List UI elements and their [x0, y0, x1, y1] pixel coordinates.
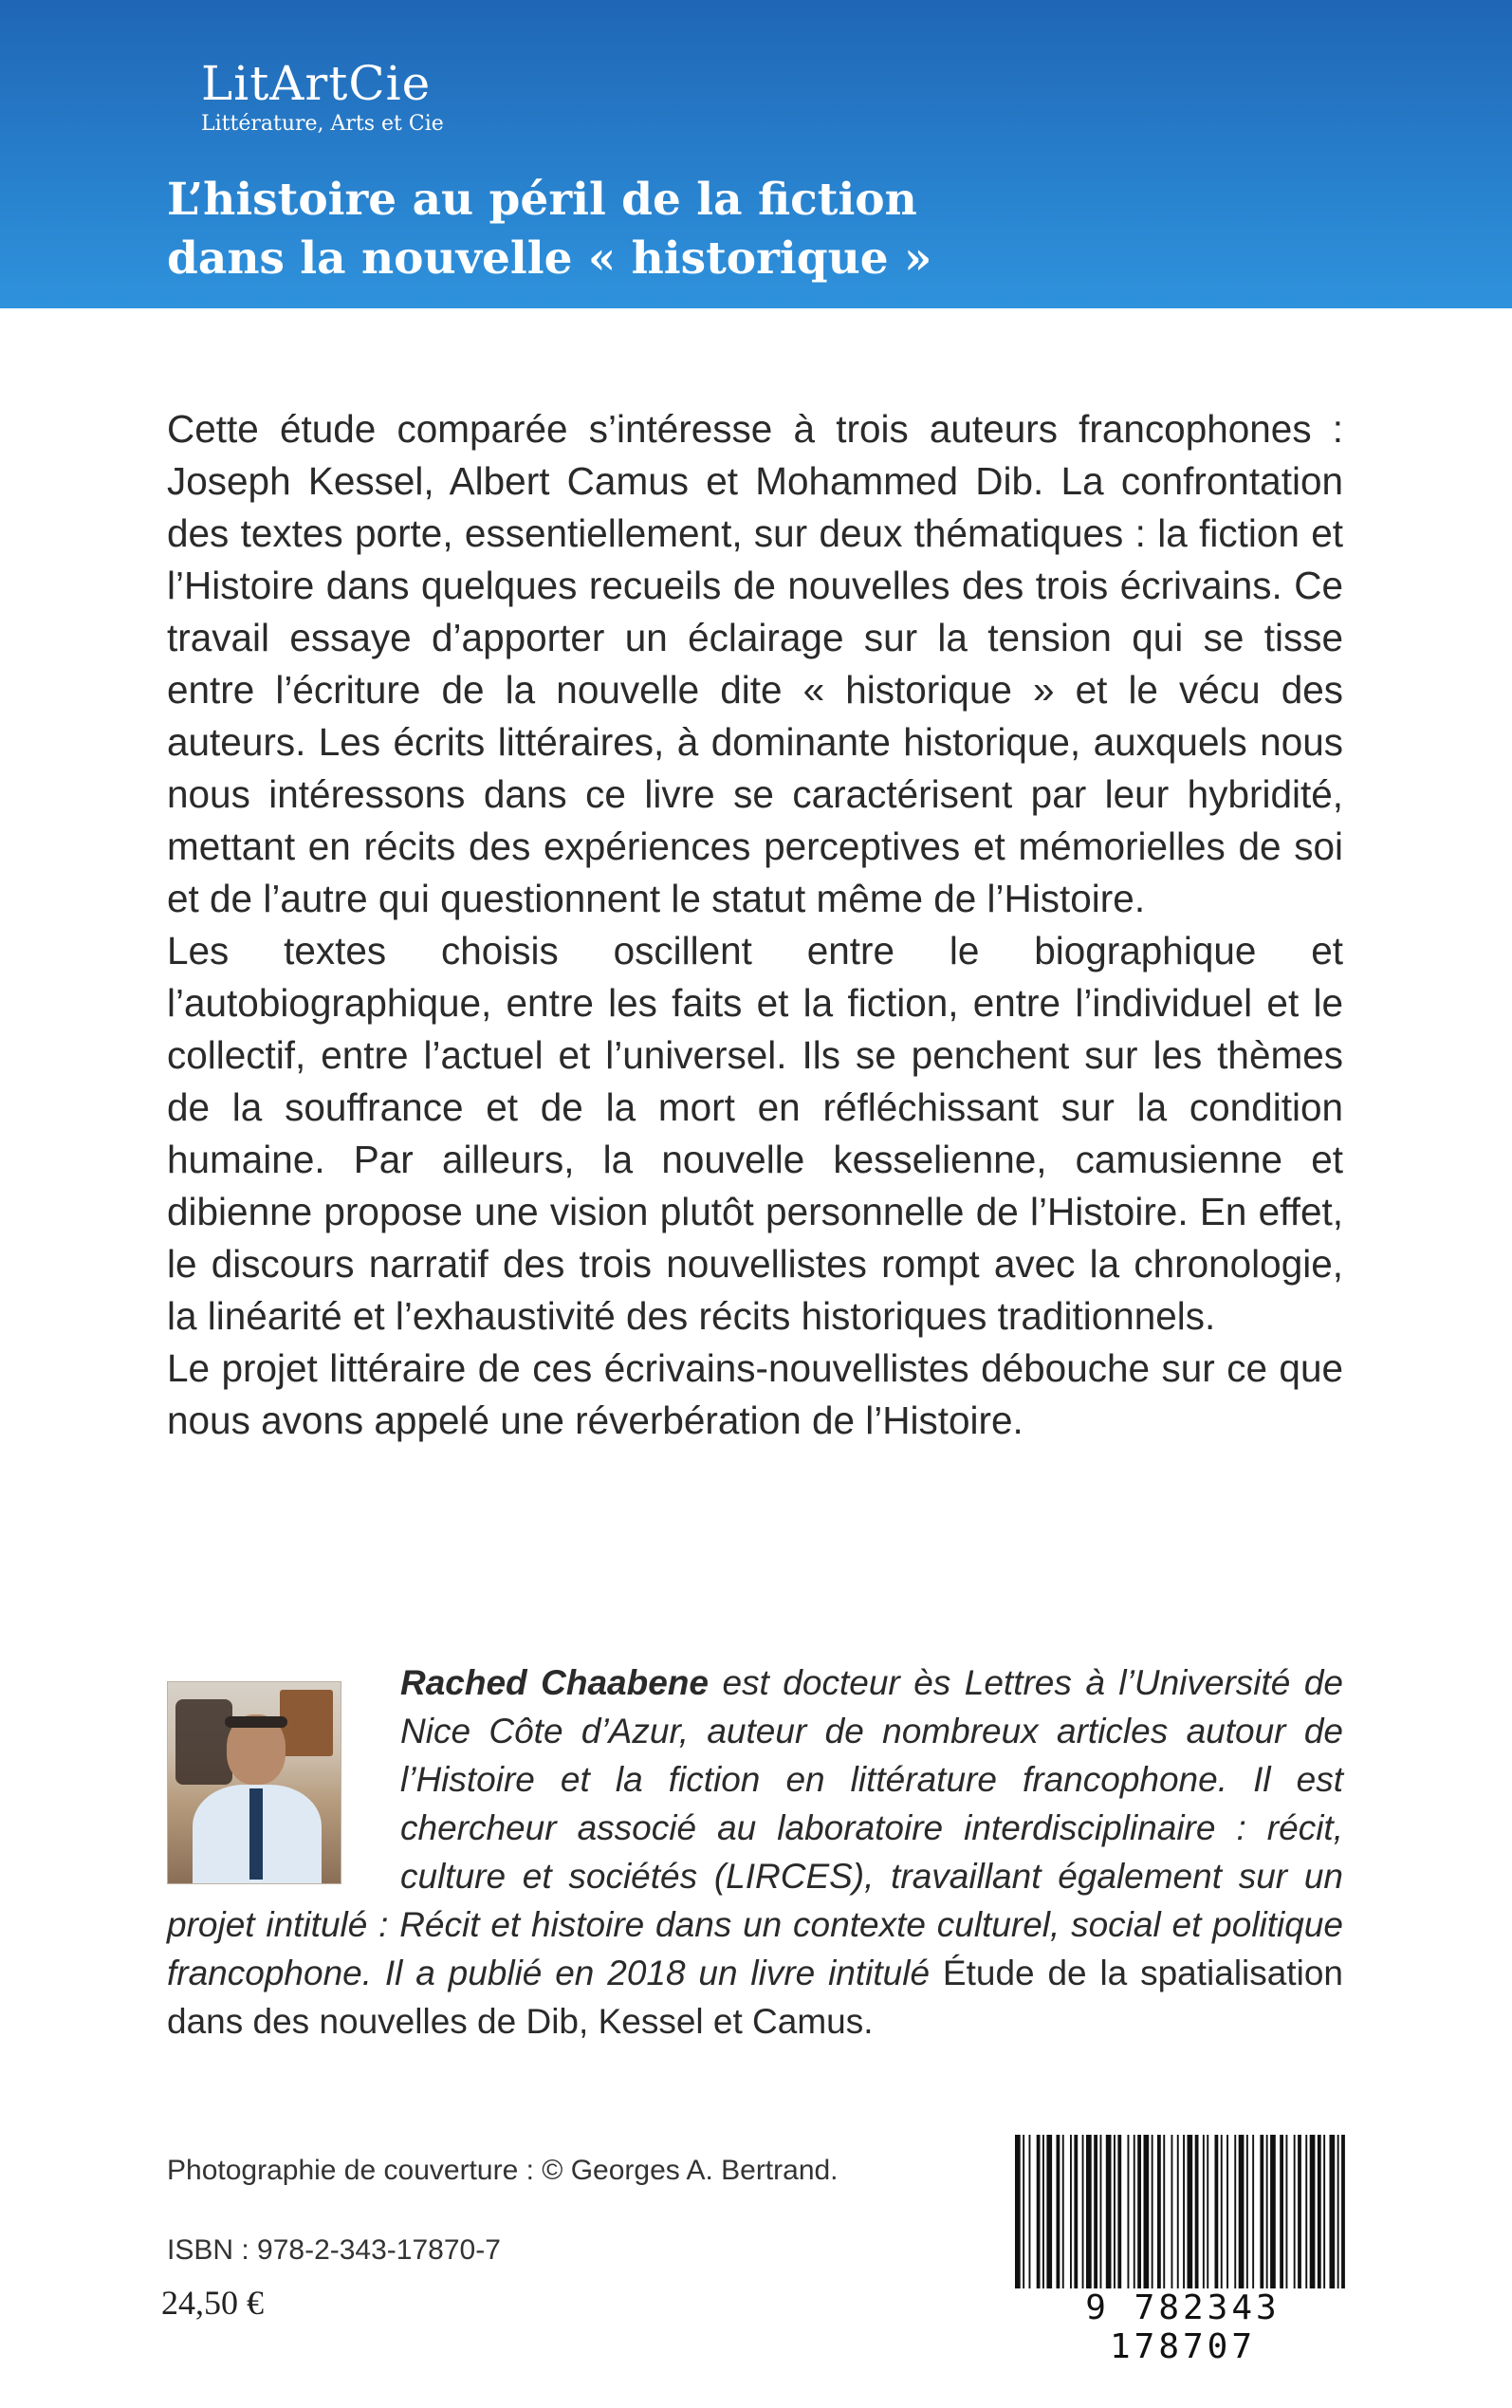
book-title-line-2: dans la nouvelle « historique »	[167, 232, 932, 285]
back-cover-blurb	[167, 403, 1343, 1447]
author-name: Rached Chaabene	[400, 1663, 709, 1702]
header-banner	[0, 0, 1512, 308]
blurb-paragraph: Cette étude comparée s’intéresse à trois auteurs francophones : Joseph Kessel, Albert Camus et Mohammed Dib. La confrontation des textes porte, essentiellement, sur deux thématiques : la fiction et l’Histoire dans quelques recueils de nouvelles des trois écrivains. Ce travail essaye d’apporter un éclairage sur la tension qui se tisse entre l’écriture de la nouvelle dite « historique » et le vécu des auteurs. Les écrits littéraires, à dominante historique, auxquels nous nous intéressons dans ce livre se caractérisent par leur hybridité, mettant en récits des expériences perceptives et mémorielles de soi et de l’autre qui questionnent le statut même de l’Histoire.	[167, 407, 1343, 920]
publisher-logo	[201, 57, 444, 137]
book-title	[167, 171, 931, 288]
author-bio-section	[167, 1658, 1343, 2046]
isbn: ISBN : 978-2-343-17870-7	[167, 2234, 501, 2266]
author-bio-text: est docteur ès Lettres à l’Université de Nice Côte d’Azur, auteur de nombreux articles autour de l’Histoire et la fiction en littérature francophone. Il est chercheur associé au laboratoire interdisciplinaire : récit, culture et sociétés (LIRCES), travaillant également sur un projet intitulé : Récit et histoire dans un contexte culturel, social et politique francophone. Il a publié en 2018 un livre intitulé	[167, 1663, 1343, 1992]
publisher-tagline: Littérature, Arts et Cie	[201, 112, 444, 136]
barcode-number: 9 782343 178707	[1007, 2288, 1358, 2366]
publisher-name: LitArtCie	[201, 56, 432, 111]
author-photo	[167, 1681, 341, 1884]
blurb-paragraph: Le projet littéraire de ces écrivains-nouvellistes débouche sur ce que nous avons appelé une réverbération de l’Histoire.	[167, 1346, 1343, 1442]
author-previous-book: Étude de la spatialisation dans des nouvelles de Dib, Kessel et Camus.	[167, 1954, 1344, 2041]
blurb-paragraph: Les textes choisis oscillent entre le biographique et l’autobiographique, entre les faits et la fiction, entre l’individuel et le collectif, entre l’actuel et l’universel. Ils se penchent sur les thèmes de la souffrance et de la mort en réfléchissant sur la condition humaine. Par ailleurs, la nouvelle kesselienne, camusienne et dibienne propose une vision plutôt personnelle de l’Histoire. En effet, le discours narratif des trois nouvellistes rompt avec la chronologie, la linéarité et l’exhaustivité des récits historiques traditionnels.	[167, 929, 1343, 1338]
photo-credit: Photographie de couverture : © Georges A. Bertrand.	[167, 2155, 839, 2186]
book-title-line-1: L’histoire au péril de la fiction	[167, 174, 917, 226]
price: 24,50 €	[161, 2284, 264, 2322]
